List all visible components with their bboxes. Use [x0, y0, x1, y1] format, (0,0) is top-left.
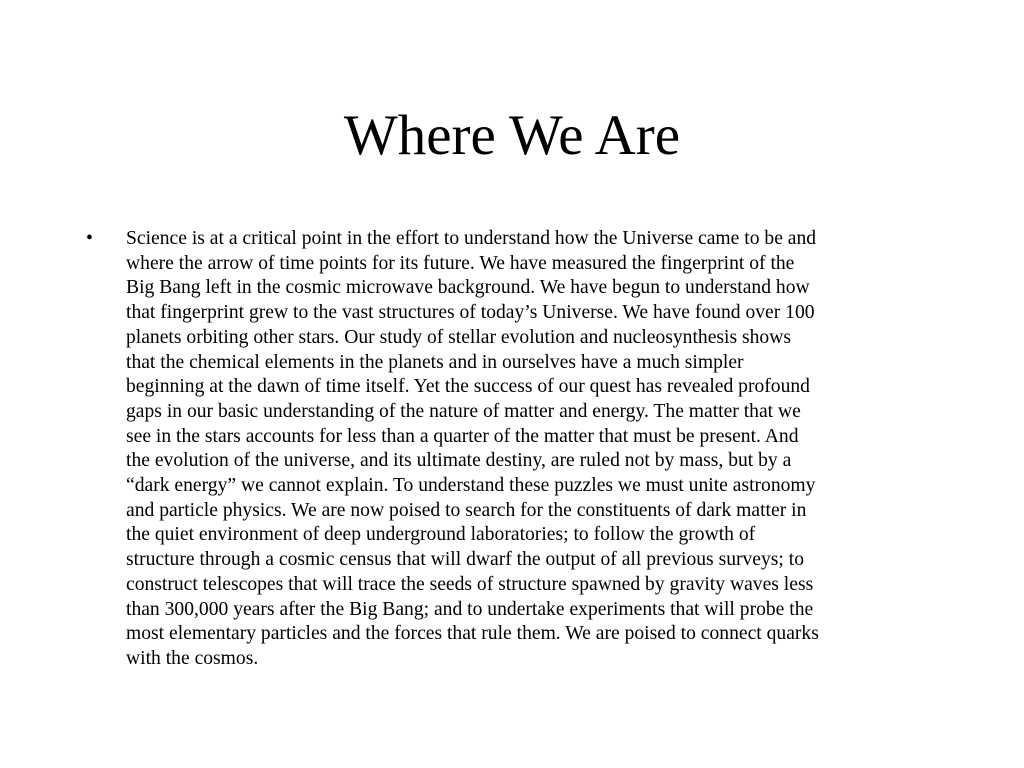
- bullet-text: Science is at a critical point in the effort to understand how the Universe came to be and where the arrow of time points for its future. We have measured the fingerprint of the Big Bang left in the cosmic microwave background. We have begun to understand how that fingerprint grew to the vast structures of today’s Universe. We have found over 100 planets orbiting other stars. Our study of stellar evolution and nucleosynthesis shows that the chemical elements in the planets and in ourselves have a much simpler beginning at the dawn of time itself. Yet the success of our quest has revealed profound gaps in our basic understanding of the nature of matter and energy. The matter that we see in the stars accounts for less than a quarter of the matter that must be present. And the evolution of the universe, and its ultimate destiny, are ruled not by mass, but by a “dark energy” we cannot explain. To understand these puzzles we must unite astronomy and particle physics. We are now poised to search for the constituents of dark matter in the quiet environment of deep underground laboratories; to follow the growth of structure through a cosmic census that will dwarf the output of all previous surveys; to construct telescopes that will trace the seeds of structure spawned by gravity waves less than 300,000 years after the Big Bang; and to undertake experiments that will probe the most elementary particles and the forces that rule them. We are poised to connect quarks with the cosmos.: [126, 228, 819, 669]
- bullet-marker: •: [86, 228, 93, 249]
- bullet-item: [84, 227, 944, 672]
- slide-title: Where We Are: [343, 104, 681, 167]
- bullet-list: [84, 227, 944, 672]
